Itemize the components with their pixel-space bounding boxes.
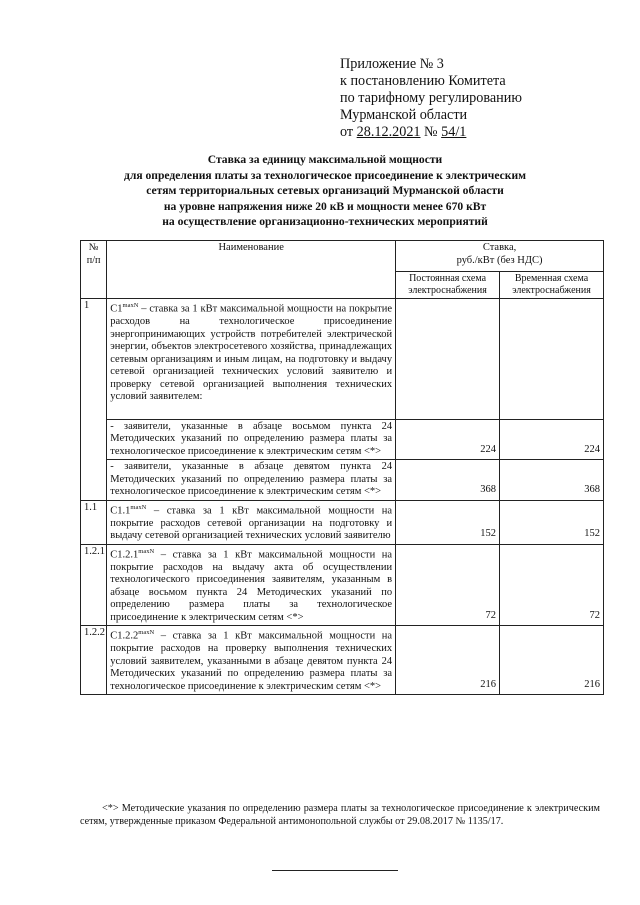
rate-temporary: 216 [500,626,604,695]
row-number: 1.2.1 [81,544,107,626]
document-title: Ставка за единицу максимальной мощности для определения платы за технологическое присоединение к электрическим сетям территориальных сетевых организаций Мурманской области на уровне напряжения ниже 20 кВ и мощности менее 670 кВт на осуществление организационно-технических мероприятий [123,153,527,228]
rate-permanent: 368 [396,460,500,501]
row-description: $C1.1^{maxN}$ – ставка за 1 кВт максимальной мощности на покрытие расходов сетевой организации на подготовку и выдачу сетевой организацией технических условий заявителю [107,500,396,544]
footnote: <*> Методические указания по определению размера платы за технологическое присоединение к электрическим сетям, утвержденные приказом Федеральной антимонопольной службы от 29.08.2017 № 1135/17. [80,803,600,827]
table-row [81,299,604,420]
appendix-label: Приложение № 3 [340,56,444,72]
resolution-number: 54/1 [441,124,467,140]
rate-permanent: 72 [396,544,500,626]
row-number: 1 [81,299,107,501]
table-row [81,500,604,544]
row-empty-cell [500,299,604,420]
committee-line: по тарифному регулированию [340,90,522,106]
table-row [81,626,604,695]
header-permanent: Постоянная схема электроснабжения [396,272,500,299]
table-row [81,419,604,460]
header-rate: Ставка, руб./кВт (без НДС) [396,241,604,272]
row-description: $C1^{maxN}$ – ставка за 1 кВт максимальной мощности на покрытие расходов на технологическое присоединение энергопринимающих устройств потребителей электрической энергии, объектов электросетевого хозяйства, принадлежащих сетевым организациям и иным лицам, на подготовку и выдачу сетевой организацией технических условий заявителю и проверку сетевой организацией выполнения технических условий заявителем: [107,299,396,420]
row-description: $C1.2.2^{maxN}$ – ставка за 1 кВт максимальной мощности на покрытие расходов на проверку выполнения технических условий заявителем, указанными в абзаце девятом пункта 24 Методических указаний по определению размера платы за технологическое присоединение к электрическим сетям <*> [107,626,396,695]
resolution-date: 28.12.2021 [356,124,421,140]
rate-permanent: 152 [396,500,500,544]
table-row [81,544,604,626]
date-number-line: от 28.12.2021 № 54/1 [340,124,467,140]
row-sub-description: - заявители, указанные в абзаце девятом пункта 24 Методических указаний по определению размера платы за технологическое присоединение к электрическим сетям <*> [107,460,396,501]
footer-divider [272,870,398,871]
table-header-row [81,241,604,272]
header-temporary: Временная схема электроснабжения [500,272,604,299]
rates-table [80,240,604,695]
row-sub-description: - заявители, указанные в абзаце восьмом пункта 24 Методических указаний по определению размера платы за технологическое присоединение к электрическим сетям <*> [107,419,396,460]
rate-permanent: 224 [396,419,500,460]
rate-temporary: 152 [500,500,604,544]
table-row [81,460,604,501]
header-number: № п/п [81,241,107,299]
rate-temporary: 72 [500,544,604,626]
document-header [340,56,630,141]
region-line: Мурманской области [340,107,468,123]
rate-temporary: 368 [500,460,604,501]
row-description: $C1.2.1^{maxN}$ – ставка за 1 кВт максимальной мощности на покрытие расходов на выдачу акта об осуществлении технологического присоединения заявителям, указанным в абзаце восьмом пункта 24 Методических указаний по определению размера платы за технологическое присоединение к электрическим сетям <*> [107,544,396,626]
row-number: 1.1 [81,500,107,544]
resolution-line: к постановлению Комитета [340,73,506,89]
header-name: Наименование [107,241,396,299]
row-empty-cell [396,299,500,420]
rate-temporary: 224 [500,419,604,460]
row-number: 1.2.2 [81,626,107,695]
rate-permanent: 216 [396,626,500,695]
